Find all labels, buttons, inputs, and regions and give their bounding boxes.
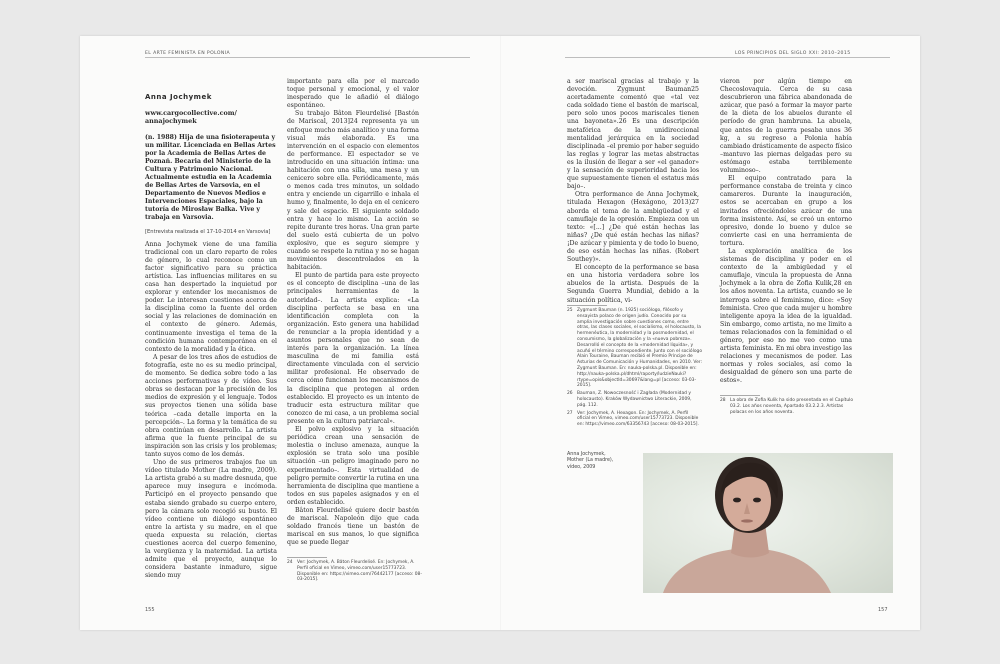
footnote: [567, 308, 702, 389]
footnote-rule: [720, 395, 760, 396]
page-number-left: 155: [145, 607, 155, 613]
photo-caption: Anna Jochymek, Mother (La madre), vídeo, 2009: [567, 452, 614, 470]
paragraph: Uno de sus primeros trabajos fue un vídeo titulado Mother (La madre, 2009). La artista grabó a su madre desnuda, que aparece muy insegura e incómoda. Participó en el proyecto pensando que estaba siendo grabado su cuerpo entero, pero la cámara solo recogió su busto. El vídeo contiene un diálogo espontáneo entre la artista y su madre, en el que queda expuesta su relación, ciertas cuestiones acerca del cuerpo femenino, la vergüenza y la maternidad. La artista admite que el proyecto, aunque lo considera bastante inmaduro, sigue siendo muy: [145, 459, 277, 580]
artist-bio: (n. 1988) Hija de una fisioterapeuta y un militar. Licenciada en Bellas Artes por la Academia de Bellas Artes de Poznań. Becaria del Ministerio de la Cultura y Patrimonio Nacional. Actualmente estudia en la Academia de Bellas Artes de Varsovia, en el Departamento de Nuevos Medios e Intervenciones Espaciales, bajo la tutoría de Mirosław Bałka. Vive y trabaja en Varsovia.: [145, 133, 276, 222]
footnote-number: 26: [567, 391, 573, 397]
paragraph: El concepto de la performance se basa en una historia verdadera sobre los abuelos de la artista. Después de la Segunda Guerra Mundial, debido a la situación política, vi-: [567, 264, 699, 304]
footnote-number: 24: [287, 560, 293, 565]
portrait-illustration: [643, 453, 893, 593]
paragraph: A pesar de los tres años de estudios de fotografía, este no es su medio principal, de momento. Se dedica sobre todo a las acciones performativas y de vídeo. Sus obras se destacan por la precisión de los medios de expresión y el lenguaje. Todos sus proyectos tienen una sólida base teórica –cada detalle importa en la percepción–. La forma y la temática de su obra continúan en desarrollo. La artista afirma que la fuente principal de su inspiración son las crisis y los problemas; tanto suyos como de los demás.: [145, 353, 277, 458]
footnote-number: 28: [720, 398, 726, 403]
header-rule-left: [145, 57, 470, 58]
footnote-number: 27: [567, 410, 573, 416]
footnote: [720, 398, 855, 415]
paragraph: vieron por algún tiempo en Checoslovaquia. Cerca de su casa descubrieron una fábrica abandonada de azúcar, que pasó a formar la mayor parte de la dieta de los abuelos durante el período de gran hambruna. La abuela, que antes de la guerra pesaba unos 36 kg, a su regreso a Polonia había cambiado drásticamente de aspecto físico –mantuvo las piernas delgadas pero su estómago estaba terriblemente voluminoso–.: [720, 78, 852, 175]
footnote-text: Bauman, Z. Nowoczesność i Zagłada (Modernidad y holocausto). Kraków Wydawnictwo Literackie, 2009, pág. 112.: [577, 391, 692, 408]
paragraph: El polvo explosivo y la situación periódica crean una sensación de molestia o incluso amenaza, aunque la explosión se trata solo una posible situación –un peligro imaginado pero no experimentado–. Esta virtualidad de peligro permite convertir la rutina en una herramienta de disciplina que mantiene a todos en sus papeles asignados y en el orden establecido.: [287, 426, 419, 506]
running-head-left: EL ARTE FEMINISTA EN POLONIA: [145, 51, 231, 56]
footnote-text: Ver: Jochymek, A. Hexagon. En: Jochymek, A. Perfil oficial en Vimeo, vimeo.com/user15773723. Disponible en: https://vimeo.com/63356743 [acceso: 08-03-2015].: [577, 410, 699, 428]
footnote-text: La obra de Zofia Kulik ha sido presentada en el Capítulo 03.2. Los años noventa, Apartado 03.2.2.3. Artistas polacas en los años noventa.: [730, 398, 854, 415]
paragraph: El equipo contratado para la performance constaba de treinta y cinco camareros. Durante la inauguración, estos se acercaban en grupo a los invitados ofreciéndoles azúcar de una forma insistente. Así, se creó un entorno opresivo, donde lo bueno y dulce se convierte casi en una herramienta de tortura.: [720, 175, 852, 247]
interview-note: [Entrevista realizada el 17-10-2014 en Varsovia]: [145, 228, 271, 235]
paragraph: Bâton Fleurdelisé quiere decir bastón de mariscal. Napoleón dijo que cada soldado francés tiene un bastón de mariscal en sus manos, lo que significa que se puede llegar: [287, 506, 419, 547]
running-head-right: LOS PRINCIPIOS DEL SIGLO XXI: 2010–2015: [735, 51, 851, 56]
paragraph: importante para ella por el marcado toque personal y emocional, y el valor inesperado que le añadió el diálogo espontáneo.: [287, 78, 419, 110]
column-3: [567, 78, 699, 305]
column-1: [145, 93, 277, 580]
footnote-text: Ver: Jochymek, A. Bâton Fleurdelisé. En: Jochymek, A. Perfil oficial en Vimeo, vimeo.com/user15773723. Disponible en: https://vimeo.com/76442177 [acceso: 08-03-2015].: [297, 560, 422, 583]
artist-url-line-2: annajochymek: [145, 117, 197, 126]
paragraph: Su trabajo Bâton Fleurdelisé [Bastón de Mariscal, 2013]24 representa ya un enfoque mucho más analítico y una forma visual más elaborada. Es una intervención en el espacio con elementos de performance. El espectador se ve introducido en una situación íntima: una habitación con una silla, una mesa y un cenicero sobre ella. Periódicamente, más o menos cada tres minutos, un soldado entra y enciende un cigarrillo e inhala el humo y, finalmente, lo deja en el cenicero y sale del espacio. El siguiente soldado entra y hace lo mismo. La acción se repite durante tres horas. Una gran parte del suelo está cubierta de un polvo explosivo, que es seguro siempre y cuando se respete la rutina y no se hagan movimientos descontrolados en la habitación.: [287, 110, 419, 272]
footnote: [287, 560, 422, 583]
footnotes-left: [287, 560, 422, 585]
footnote-rule: [287, 557, 327, 558]
artist-url-line-1: www.cargocollective.com/: [145, 109, 237, 118]
footnote-rule: [567, 305, 607, 306]
footnote-number: 25: [567, 308, 573, 313]
page-gutter: [500, 36, 501, 630]
artist-name: Anna Jochymek: [145, 93, 212, 101]
artist-url: [145, 109, 277, 125]
footnotes-right-2: [720, 398, 855, 417]
page-number-right: 157: [878, 607, 888, 613]
column-2: [287, 78, 419, 547]
paragraph: Anna Jochymek viene de una familia tradicional con un claro reparto de roles de género, lo cual reconoce como un factor significativo para su práctica artística. Las influencias militares en su casa han despertado la inquietud por explorar y entender los mecanismos de poder. Le interesan cuestiones acerca de la disciplina como la fuente del orden social y las relaciones de dominación en el contexto de género. Además, continuamente investiga el tema de la condición humana contemporánea en el contexto de la moralidad y la ética.: [145, 240, 277, 353]
paragraph: a ser mariscal gracias al trabajo y la devoción. Zygmunt Bauman25 acertadamente comentó que «tal vez cada soldado tiene el bastón de mariscal, pero solo unos pocos mariscales tienen una bayoneta».26 Es una descripción metafórica de la unidireccional mentalidad jerárquica en la sociedad disciplinada –el premio por haber seguido las reglas y lograr las metas abstractas es la ilusión de llegar a ser «el ganador» y la sensación de superioridad hacia los que supuestamente tienen el estatus más bajo–.: [567, 78, 699, 191]
footnote: [567, 391, 702, 408]
video-still-photo: [643, 453, 893, 593]
paragraph: Otra performance de Anna Jochymek, titulada Hexagon (Hexágono, 2013)27 aborda el tema de la ambigüedad y el camuflaje de la opresión. Empieza con un texto: «[...] ¿De qué están hechas las niñas? ¿De qué están hechas las niñas? ¡De azúcar y pimienta y de todo lo bueno, de eso están hechas las niñas. (Robert Southey)».: [567, 191, 699, 264]
column-4: [720, 78, 852, 386]
paragraph: La exploración analítica de los sistemas de disciplina y poder en el contexto de la ambigüedad y el camuflaje, vincula la propuesta de Anna Jochymek a la obra de Zofia Kulik,28 en los años noventa. La artista, cuando se le interroga sobre el feminismo, dice: «Soy feminista. Creo que cada mujer u hombre inteligente apoya la idea de la igualdad. Sin embargo, como artista, no me limito a temas relacionados con la feminidad o el género, por eso no me veo como una artista feminista. En mi obra investigo las relaciones y mecanismos de poder. Las normas y roles sociales, así como la desigualdad de género son una parte de estos».: [720, 247, 852, 385]
footnotes-right-1: [567, 308, 702, 430]
paragraph: El punto de partida para este proyecto es el concepto de disciplina –una de las principales herramientas de la autoridad–. La artista explica: «La disciplina perfecta se basa en una identificación completa con la organización. Esto genera una habilidad de renunciar a la propia identidad y a asuntos personales que no sean de interés para la organización. La línea masculina de mi familia está directamente vinculada con el servicio militar profesional. He observado de cerca cómo funcionan los mecanismos de la disciplina que protegen al orden establecido. El proyecto es un intento de traducir esta estructura militar que conozco de mi casa, a un problema social presente en la cultura patriarcal».: [287, 272, 419, 425]
footnote: [567, 411, 702, 428]
header-rule-right: [565, 57, 890, 58]
footnote-text: Zygmunt Bauman (n. 1925) sociólogo, filósofo y ensayista polaco de origen judío. Conocido por su amplia investigación sobre cuestiones como, entre otras, las clases sociales, el socialismo, el holocausto, la hermenéutica, la modernidad y la posmodernidad, el consumismo, la globalización y la «nueva pobreza». Desarrolló el concepto de la «modernidad líquida», y acuñó el término correspondiente. Junto con el sociólogo Alain Touraine, Bauman recibió el Premio Príncipe de Asturias de Comunicación y Humanidades, en 2010. Ver: Zygmunt Bauman. En: nauka-polska.pl. Disponible en: http://nauka-polska.pl/dhtml/raporty/ludzieNauki?rtype=opis&objectId=30697&lang=pl [acceso: 03-03-2015].: [577, 308, 703, 389]
